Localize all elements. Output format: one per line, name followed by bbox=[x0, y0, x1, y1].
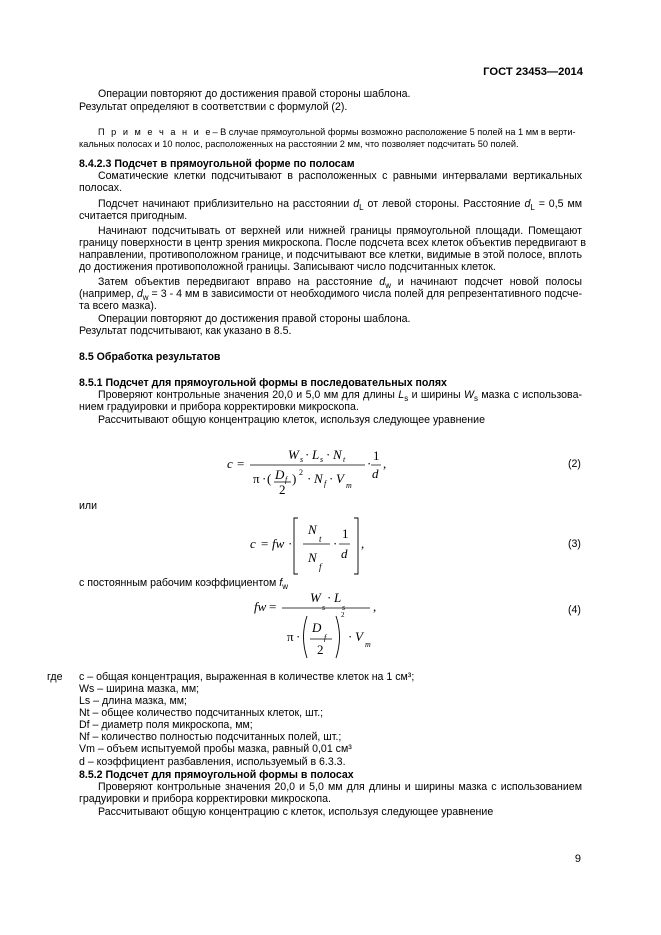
note-label: П р и м е ч а н и е bbox=[98, 127, 213, 137]
eq2-comma: , bbox=[383, 456, 387, 471]
eq3-dot2: · bbox=[333, 536, 338, 551]
eq2-Nf-sub: f bbox=[324, 479, 327, 488]
eq3-dot1: · bbox=[288, 536, 293, 551]
section-85-heading: 8.5 Обработка результатов bbox=[79, 351, 221, 363]
s851-p1b: нием градуировки и прибора корректировки микроскопа. bbox=[79, 401, 359, 413]
s851-p1a-part1: Проверяют контрольные значения 20,0 и 5,0 мм для длины bbox=[98, 389, 399, 401]
section-8423-heading: 8.4.2.3 Подсчет в прямоугольной форме по полосам bbox=[79, 158, 355, 170]
s8423-p2a-part1: Подсчет начинают приблизительно на расстоянии bbox=[98, 198, 354, 210]
eq2-dot4: · bbox=[307, 471, 312, 486]
symbol-Ws: W bbox=[463, 389, 474, 401]
text-or: или bbox=[79, 500, 98, 512]
symbol-dL-sub: L bbox=[359, 203, 364, 212]
eq2-V-sub: m bbox=[346, 481, 352, 490]
eq2-D: D bbox=[275, 467, 285, 482]
page-number: 9 bbox=[574, 853, 581, 865]
eq3-Nf: N bbox=[308, 550, 317, 565]
note-text-1: – В случае прямоугольной формы возможно расположение 5 полей на 1 мм в верти- bbox=[212, 127, 576, 137]
eq2-sq: 2 bbox=[299, 468, 303, 477]
eq2-L: L bbox=[312, 447, 320, 462]
s8423-p6: Результат подсчитывают, как указано в 8.5. bbox=[79, 325, 292, 337]
symbol-Ls-sub: s bbox=[404, 394, 409, 403]
eq2-Nf: N bbox=[314, 471, 323, 486]
symbol-dL-2: d bbox=[524, 198, 531, 210]
eq3-left-bracket bbox=[294, 518, 298, 574]
eq2-two: 2 bbox=[279, 482, 286, 497]
eq4-dot2: · bbox=[296, 629, 301, 644]
eq3-fw: fw bbox=[272, 536, 285, 551]
eq2-pi: π bbox=[253, 471, 260, 486]
s8423-p3d: до достижения противоположной границы. Записывают число подсчитанных клеток. bbox=[79, 261, 496, 273]
symbol-Ls: L bbox=[398, 389, 405, 401]
where-item: d – коэффициент разбавления, используемый в 6.3.3. bbox=[79, 756, 346, 768]
s852-p1b: градуировки и прибора корректировки микроскопа. bbox=[79, 793, 331, 805]
section-851-heading: 8.5.1 Подсчет для прямоугольной формы в последовательных полях bbox=[79, 377, 447, 389]
eq3-comma: , bbox=[361, 536, 365, 551]
document-id: ГОСТ 23453—2014 bbox=[483, 66, 583, 78]
s8423-p3b: границу поверхности в центр зрения микроскопа. После подсчета всех клеток объектив передвигают в bbox=[79, 237, 587, 249]
s8423-p4b-part1: (например, bbox=[79, 288, 137, 300]
section-852-heading: 8.5.2 Подсчет для прямоугольной формы в полосах bbox=[79, 769, 354, 781]
s8423-p4a-part1: Затем объектив передвигают вправо на расстояние bbox=[98, 276, 380, 288]
equation-2 bbox=[225, 438, 425, 500]
eq2-L-sub: s bbox=[320, 455, 324, 464]
equation-3 bbox=[240, 512, 400, 578]
s852-p2: Рассчитывают общую концентрацию с клеток, используя следующее уравнение bbox=[98, 806, 494, 818]
s8423-p2a-part2: от левой стороны. Расстояние bbox=[363, 198, 525, 210]
eq4-two: 2 bbox=[317, 642, 324, 657]
s851-p1a-part3: мазка с использова- bbox=[477, 389, 582, 401]
where-item: Ws – ширина мазка, мм; bbox=[79, 683, 200, 695]
eq4-sq: 2 bbox=[341, 611, 345, 619]
eq3-c: c bbox=[250, 536, 256, 551]
s8423-p4c: та всего мазка). bbox=[79, 300, 157, 312]
symbol-dw-2: d bbox=[136, 288, 143, 300]
eq3-Nt: N bbox=[308, 522, 317, 537]
eq2-equals: = bbox=[237, 456, 245, 471]
eq4-V: V bbox=[355, 629, 363, 644]
eq2-one: 1 bbox=[373, 448, 380, 463]
text-constant-part1: с постоянным рабочим коэффициентом bbox=[79, 577, 280, 589]
eq2-W: W bbox=[288, 447, 299, 462]
eq4-fw: fw bbox=[254, 599, 267, 614]
intro-line-2: Результат определяют в соответствии с формулой (2). bbox=[79, 101, 348, 113]
note-line-2: кальных полосах и 10 полос, расположенных на расстоянии 2 мм, что позволяет подсчитать 50 полей. bbox=[79, 139, 519, 149]
eq2-V: V bbox=[336, 471, 344, 486]
eq4-W-sub: s bbox=[322, 603, 326, 612]
s8423-p2a-part3: = 0,5 мм bbox=[534, 198, 583, 210]
eq3-Nf-sub: f bbox=[319, 562, 322, 572]
eq2-rp: ) bbox=[292, 471, 297, 486]
equation-4 bbox=[252, 586, 402, 662]
eq4-comma: , bbox=[373, 599, 377, 614]
symbol-dw-sub-2: w bbox=[142, 293, 149, 302]
intro-line-1: Операции повторяют до достижения правой стороны шаблона. bbox=[98, 88, 411, 100]
eq3-equals: = bbox=[261, 536, 269, 551]
eq2-D-sub: f bbox=[285, 475, 288, 484]
eq4-dot1: · bbox=[327, 590, 332, 605]
eq4-D: D bbox=[312, 620, 322, 635]
where-item: Nf – количество полностью подсчитанных полей, шт.; bbox=[79, 731, 342, 743]
s8423-p5: Операции повторяют до достижения правой стороны шаблона. bbox=[98, 313, 411, 325]
eq2-dot2: · bbox=[326, 447, 331, 462]
eq3-one: 1 bbox=[342, 526, 349, 541]
eq2-c: c bbox=[227, 456, 233, 471]
eq2-W-sub: s bbox=[300, 455, 304, 464]
symbol-dL-sub-2: L bbox=[530, 203, 535, 212]
where-item: Nt – общее количество подсчитанных клеток, шт.; bbox=[79, 707, 324, 719]
symbol-fw-sub: w bbox=[282, 582, 288, 591]
eq2-dot3: · bbox=[262, 471, 267, 486]
eq4-equals: = bbox=[269, 599, 277, 614]
eq2-number: (2) bbox=[568, 458, 581, 470]
s8423-p1b: полосах. bbox=[79, 182, 123, 194]
eq4-V-sub: m bbox=[365, 640, 371, 649]
eq3-number: (3) bbox=[568, 538, 581, 550]
eq4-W: W bbox=[310, 590, 321, 605]
s8423-p1a: Соматические клетки подсчитывают в расположенных с равными интервалами вертикальных bbox=[98, 170, 582, 182]
s851-p1a-part2: и ширины bbox=[408, 389, 464, 401]
where-label: где bbox=[47, 671, 63, 683]
eq4-left-paren bbox=[304, 616, 308, 658]
eq2-d: d bbox=[372, 466, 379, 481]
symbol-dL: d bbox=[353, 198, 360, 210]
where-item: c – общая концентрация, выраженная в количестве клеток на 1 см³; bbox=[79, 671, 415, 683]
eq2-N: N bbox=[333, 447, 342, 462]
eq4-pi: π bbox=[287, 629, 294, 644]
eq4-D-sub: f bbox=[324, 633, 327, 642]
eq2-lp: ( bbox=[267, 471, 272, 486]
eq3-d: d bbox=[341, 546, 348, 561]
symbol-fw: f bbox=[279, 577, 283, 589]
eq2-dot1: · bbox=[305, 447, 310, 462]
eq3-Nt-sub: t bbox=[319, 534, 322, 544]
eq2-dot5: · bbox=[329, 471, 334, 486]
eq4-dot3: · bbox=[348, 629, 353, 644]
eq4-number: (4) bbox=[568, 604, 581, 616]
eq4-L: L bbox=[334, 590, 342, 605]
symbol-dw-sub: w bbox=[385, 281, 391, 290]
where-item: Df – диаметр поля микроскопа, мм; bbox=[79, 719, 253, 731]
s8423-p3c: направлении, противоположном границе, и подсчитывают все клетки, видимые в этой полосе, вплоть bbox=[79, 249, 582, 261]
eq2-dot6: · bbox=[367, 456, 372, 471]
symbol-dw: d bbox=[379, 276, 386, 288]
s8423-p4b-part2: = 3 - 4 мм в зависимости от необходимого числа полей для репрезентативного подсче- bbox=[148, 288, 582, 300]
eq4-right-paren bbox=[336, 616, 340, 658]
eq4-L-sub: s bbox=[342, 603, 346, 612]
eq3-right-bracket bbox=[354, 518, 358, 574]
where-item: Vm – объем испытуемой пробы мазка, равный 0,01 см³ bbox=[79, 743, 352, 755]
where-item: Ls – длина мазка, мм; bbox=[79, 695, 188, 707]
symbol-Ws-sub: s bbox=[473, 394, 478, 403]
s852-p1a: Проверяют контрольные значения 20,0 и 5,0 мм для длины и ширины мазка с использованием bbox=[98, 781, 582, 793]
s8423-p3a: Начинают подсчитывать от верхней или нижней границы прямоугольной площади. Помещают bbox=[98, 225, 582, 237]
eq2-N-sub: t bbox=[343, 455, 346, 464]
s851-p2: Рассчитывают общую концентрацию клеток, используя следующее уравнение bbox=[98, 414, 485, 426]
s8423-p2b: считается пригодным. bbox=[79, 210, 188, 222]
s8423-p4a-part2: и начинают подсчет новой полосы bbox=[390, 276, 582, 288]
note-line-1 bbox=[98, 126, 576, 138]
